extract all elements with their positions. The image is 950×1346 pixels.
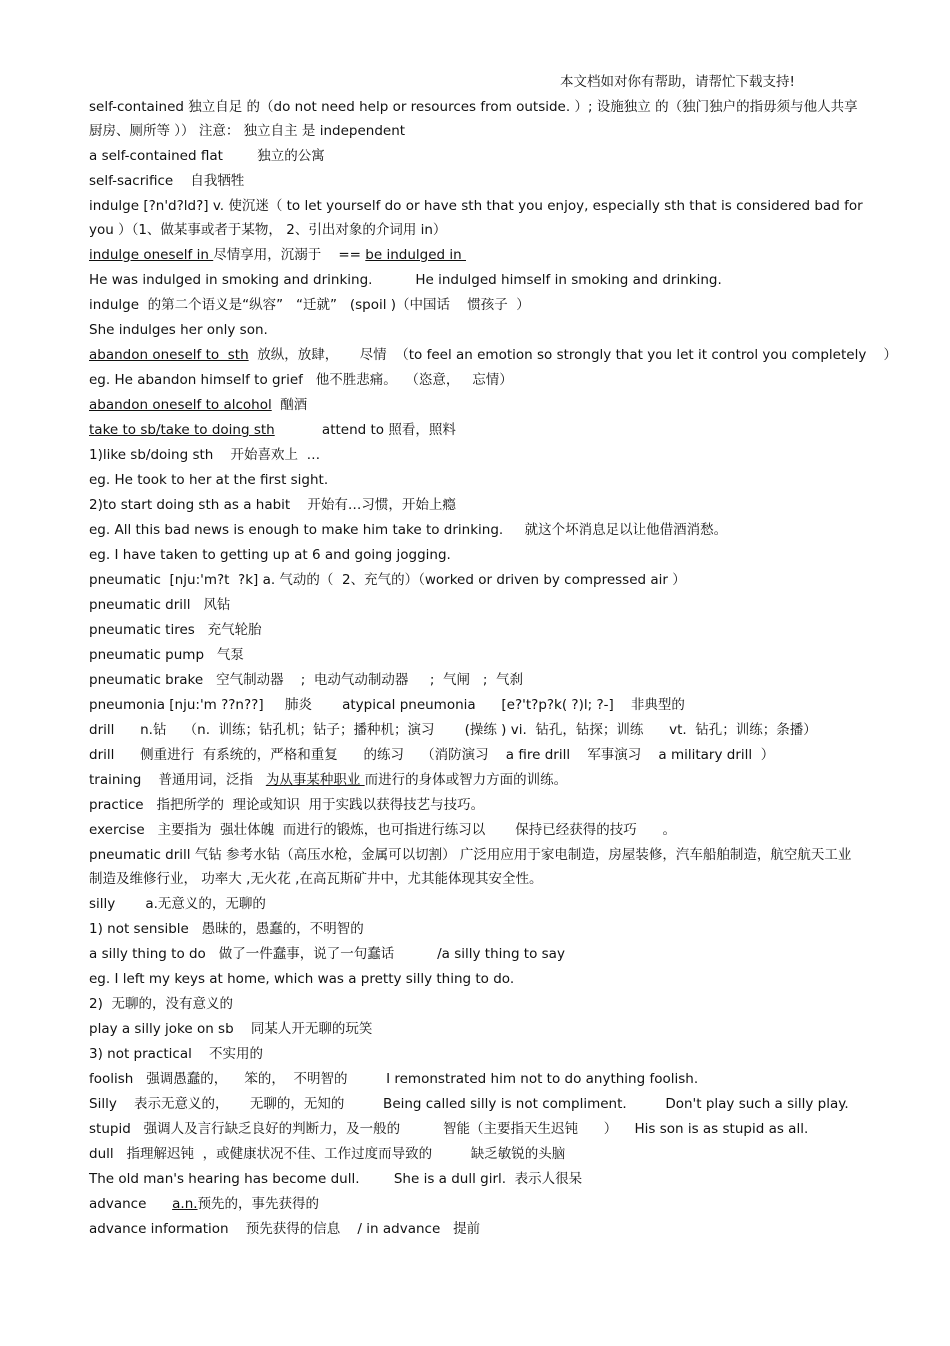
text-line	[89, 1092, 864, 1117]
text-line	[89, 194, 864, 242]
text-segment: pneumatic pump 气泵	[89, 647, 244, 663]
text-segment: silly a.无意义的，无聊的	[89, 896, 266, 912]
text-segment: 而进行的身体或智力方面的训练。	[364, 772, 568, 788]
text-line	[89, 917, 864, 942]
text-segment: training 普通用词，泛指	[89, 772, 266, 788]
text-line	[89, 293, 864, 318]
text-segment: stupid 强调人及言行缺乏良好的判断力，及一般的 智能（主要指天生迟钝 ） His son is as stupid as all.	[89, 1121, 809, 1137]
text-segment: pneumatic drill 气钻 参考水钻（高压水枪，金属可以切割） 广泛用应用于家电制造，房屋装修，汽车船舶制造，航空航天工业制造及维修行业， 功率大 ,无火花 ,在高瓦斯矿井中，尤其能体现其安全性。	[89, 847, 852, 887]
text-line	[89, 1217, 864, 1242]
text-segment: advance information 预先获得的信息 / in advance 提前	[89, 1221, 481, 1237]
text-line	[89, 1167, 864, 1192]
text-segment: indulge [?n'd?ld?] v. 使沉迷（ to let yourself do or have sth that you enjoy, especially sth that is considered bad for you ）（1、做某事或者于某物， 2、引出对象的介词用 in）	[89, 198, 863, 238]
text-line	[89, 1117, 864, 1142]
text-segment: dull 指理解迟钝 ，或健康状况不佳、工作过度而导致的 缺乏敏锐的头脑	[89, 1146, 566, 1162]
text-segment: 3) not practical 不实用的	[89, 1046, 264, 1062]
text-line	[89, 343, 897, 368]
text-segment: 放纵，放肆， 尽情 （to feel an emotion so strongly that you let it control you completely ）	[248, 347, 897, 363]
text-line	[89, 718, 864, 743]
text-line	[89, 468, 864, 493]
text-segment: a silly thing to do 做了一件蠢事，说了一句蠢话 /a silly thing to say	[89, 946, 565, 962]
text-segment: attend to 照看，照料	[274, 422, 456, 438]
text-line	[89, 967, 864, 992]
text-segment: 酗酒	[271, 397, 308, 413]
text-segment: 1) not sensible 愚昧的，愚蠢的，不明智的	[89, 921, 364, 937]
text-segment: play a silly joke on sb 同某人开无聊的玩笑	[89, 1021, 373, 1037]
text-segment: pneumatic brake 空气制动器 ; 电动气动制动器 ; 气闸 ; 气刹	[89, 672, 523, 688]
text-line	[89, 618, 864, 643]
text-segment: exercise 主要指为 强壮体魄 而进行的锻炼，也可指进行练习以 保持已经获得的技巧 。	[89, 822, 677, 838]
text-line	[89, 693, 864, 718]
text-segment: eg. I left my keys at home, which was a pretty silly thing to do.	[89, 971, 515, 987]
text-segment: Silly 表示无意义的， 无聊的，无知的 Being called silly is not compliment. Don't play such a silly play.	[89, 1096, 849, 1112]
text-line	[89, 169, 864, 194]
text-line	[89, 268, 864, 293]
text-segment: 为从事某种职业	[265, 772, 365, 788]
text-line	[89, 1142, 864, 1167]
text-line	[89, 643, 864, 668]
text-line	[89, 418, 864, 443]
text-segment: 尽情享用，沉溺于 ==	[213, 247, 366, 263]
text-line	[89, 1192, 864, 1217]
text-segment: He was indulged in smoking and drinking. He indulged himself in smoking and drinking.	[89, 272, 722, 288]
text-line	[89, 568, 864, 593]
text-segment: The old man's hearing has become dull. She is a dull girl. 表示人很呆	[89, 1171, 583, 1187]
text-segment: eg. I have taken to getting up at 6 and going jogging.	[89, 547, 451, 563]
page-header-note: 本文档如对你有帮助，请帮忙下载支持!	[560, 74, 795, 90]
text-segment: self-sacrifice 自我牺牲	[89, 173, 245, 189]
text-line	[89, 518, 864, 543]
text-segment: abandon oneself to sth	[89, 347, 249, 363]
text-segment: pneumatic [nju:'m?t ?k] a. 气动的（ 2、充气的）（worked or driven by compressed air ）	[89, 572, 686, 588]
text-line	[89, 668, 864, 693]
text-line	[89, 942, 864, 967]
text-segment: advance	[89, 1196, 173, 1212]
text-segment: eg. All this bad news is enough to make him take to drinking. 就这个坏消息足以让他借酒消愁。	[89, 522, 728, 538]
text-line	[89, 368, 864, 393]
text-segment: pneumatic tires 充气轮胎	[89, 622, 262, 638]
text-segment: practice 指把所学的 理论或知识 用于实践以获得技艺与技巧。	[89, 797, 485, 813]
text-line	[89, 992, 864, 1017]
text-line	[89, 543, 864, 568]
text-line	[89, 393, 864, 418]
text-segment: eg. He abandon himself to grief 他不胜悲痛。 （恣意， 忘情）	[89, 372, 513, 388]
text-segment: indulge oneself in	[89, 247, 214, 263]
text-line	[89, 593, 864, 618]
text-line	[89, 1067, 864, 1092]
text-segment: foolish 强调愚蠢的， 笨的， 不明智的 I remonstrated him not to do anything foolish.	[89, 1071, 699, 1087]
text-segment: drill 侧重进行 有系统的，严格和重复 的练习 （消防演习 a fire drill 军事演习 a military drill ）	[89, 747, 775, 763]
text-segment: She indulges her only son.	[89, 322, 268, 338]
text-segment: take to sb/take to doing sth	[89, 422, 275, 438]
text-line	[89, 743, 864, 768]
text-line	[89, 318, 864, 343]
text-segment: indulge 的第二个语义是“纵容” “迁就” (spoil )（中国话 惯孩子 ）	[89, 297, 530, 313]
text-segment: pneumonia [nju:'m ??n??] 肺炎 atypical pneumonia [e?'t?p?k( ?)l; ?-] 非典型的	[89, 697, 685, 713]
text-segment: 2) 无聊的，没有意义的	[89, 996, 233, 1012]
text-line	[89, 144, 864, 169]
text-segment: 预先的，事先获得的	[197, 1196, 320, 1212]
text-line	[89, 892, 864, 917]
text-line	[89, 243, 864, 268]
document-body	[89, 95, 897, 1242]
text-line	[89, 818, 864, 843]
text-segment: drill n.钻 （n. 训练；钻孔机；钻子；播种机；演习 (操练 ) vi. 钻孔，钻探；训练 vt. 钻孔；训练；条播）	[89, 722, 817, 738]
text-line	[89, 443, 864, 468]
text-line	[89, 768, 864, 793]
text-line	[89, 843, 864, 891]
text-segment: 1)like sb/doing sth 开始喜欢上 …	[89, 447, 321, 463]
text-segment: a self-contained flat 独立的公寓	[89, 148, 325, 164]
text-line	[89, 1042, 864, 1067]
text-segment: eg. He took to her at the first sight.	[89, 472, 329, 488]
text-line	[89, 493, 864, 518]
text-line	[89, 1017, 864, 1042]
text-segment: pneumatic drill 风钻	[89, 597, 231, 613]
text-segment: a.n.	[172, 1196, 198, 1212]
text-segment: 2)to start doing sth as a habit 开始有…习惯，开始上瘾	[89, 497, 456, 513]
text-line	[89, 793, 864, 818]
text-line	[89, 95, 864, 143]
text-segment: self-contained 独立自足 的（do not need help or resources from outside. ）; 设施独立 的（独门独户的指毋须与他人共享厨房、厕所等 ）） 注意： 独立自主 是 independent	[89, 99, 858, 139]
text-segment: abandon oneself to alcohol	[89, 397, 272, 413]
text-segment: be indulged in	[365, 247, 466, 263]
